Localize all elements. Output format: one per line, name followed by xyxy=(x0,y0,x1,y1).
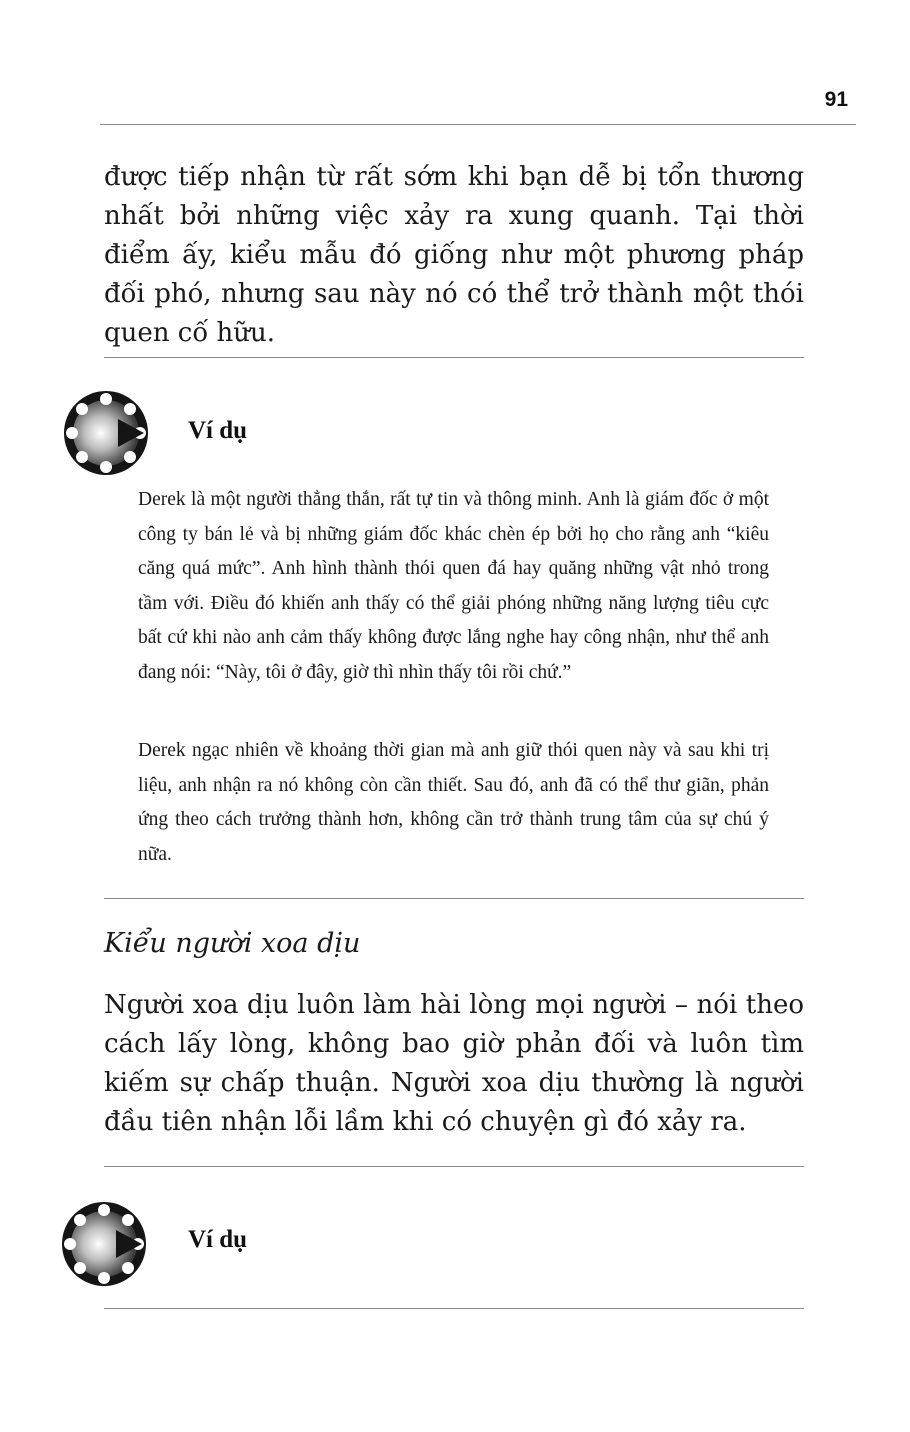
section-paragraph: Người xoa dịu luôn làm hài lòng mọi người – nói theo cách lấy lòng, không bao giờ phản đối và luôn tìm kiếm sự chấp thuận. Người xoa dịu thường là người đầu tiên nhận lỗi lầm khi có chuyện gì đó xảy ra. xyxy=(104,990,804,1137)
divider xyxy=(104,357,804,358)
example-heading: Ví dụ xyxy=(188,417,248,444)
page-number: 91 xyxy=(824,88,848,111)
example-paragraph: Derek là một người thẳng thắn, rất tự tin và thông minh. Anh là giám đốc ở một công ty bán lẻ và bị những giám đốc khác chèn ép bởi họ cho rằng anh “kiêu căng quá mức”. Anh hình thành thói quen đá hay quăng những vật nhỏ trong tầm với. Điều đó khiến anh thấy có thể giải phóng những năng lượng tiêu cực bất cứ khi nào anh cảm thấy không được lắng nghe hay công nhận, như thể anh đang nói: “Này, tôi ở đây, giờ thì nhìn thấy tôi rồi chứ.” xyxy=(138,489,769,683)
film-reel-icon xyxy=(60,1200,148,1288)
header-rule xyxy=(100,124,856,125)
section-heading: Kiểu người xoa dịu xyxy=(104,928,361,959)
divider xyxy=(104,898,804,899)
example-heading: Ví dụ xyxy=(188,1226,248,1253)
intro-paragraph: được tiếp nhận từ rất sớm khi bạn dễ bị tổn thương nhất bởi những việc xảy ra xung quanh. Tại thời điểm ấy, kiểu mẫu đó giống như một phương pháp đối phó, nhưng sau này nó có thể trở thành một thói quen cố hữu. xyxy=(104,162,804,348)
divider xyxy=(104,1166,804,1167)
film-reel-icon xyxy=(62,389,150,477)
divider xyxy=(104,1308,804,1309)
example-paragraph: Derek ngạc nhiên về khoảng thời gian mà anh giữ thói quen này và sau khi trị liệu, anh nhận ra nó không còn cần thiết. Sau đó, anh đã có thể thư giãn, phản ứng theo cách trưởng thành hơn, không cần trở thành trung tâm của sự chú ý nữa. xyxy=(138,740,769,865)
